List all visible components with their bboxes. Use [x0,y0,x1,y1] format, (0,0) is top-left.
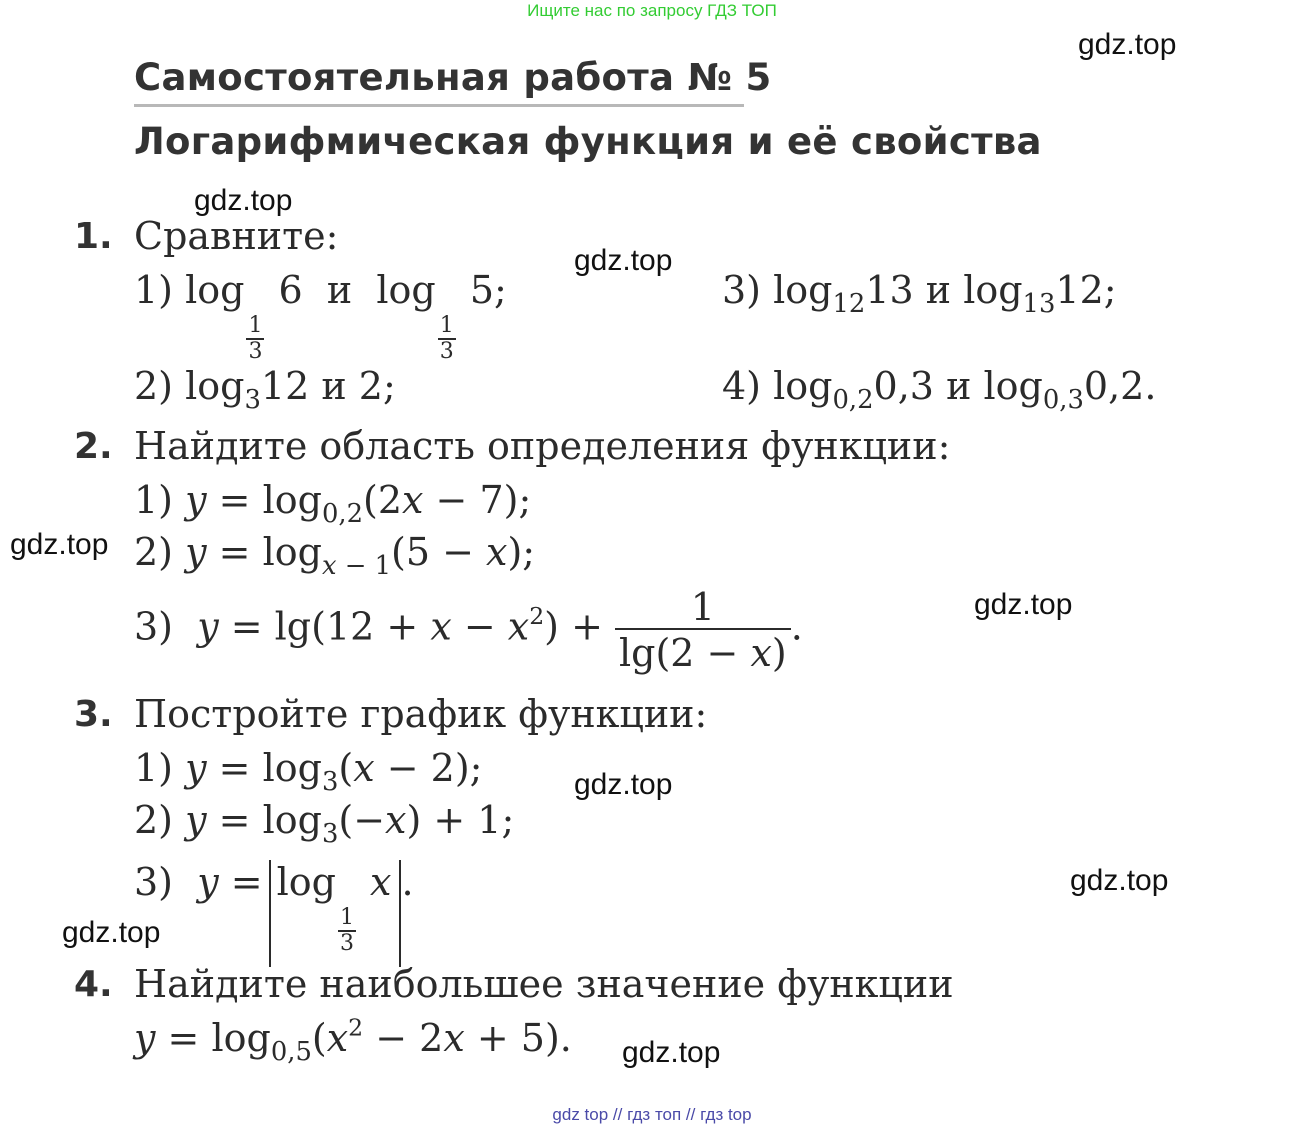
task-2-item-3: 3) $y = \lg(12 + x - x^2)$ + $\frac{1}{\lg(2 - x)}$ . [134,585,803,675]
top-banner[interactable]: Ищите нас по запросу ГДЗ ТОП [527,1,777,20]
task-1-item-1: 1) log $\frac{1}{3}$ 6 и log $\frac{1}{3}$ 5; [134,268,507,364]
task-number: 3. [74,694,113,735]
bottom-banner[interactable]: gdz top // гдз топ // гдз top [552,1105,752,1124]
watermark: gdz.top [574,768,673,801]
task-prompt: Найдите наибольшее значение функции [134,962,954,1006]
watermark: gdz.top [62,916,161,949]
task-1-item-2: 2) $\log_312$ и 2; [134,364,396,416]
task-3-item-2: 2) $y = \log_3(-x) + 1$; [134,798,515,850]
task-3-item-3: 3) y = log $\frac{1}{3}$ x . [134,860,414,967]
task-1-item-3: 3) $\log_{12}13$ и $\log_{13}12$; [722,268,1117,320]
watermark: gdz.top [622,1036,721,1069]
task-prompt: Найдите область определения функции: [134,424,951,468]
watermark: gdz.top [1078,28,1177,61]
watermark: gdz.top [1070,864,1169,897]
page-title: Самостоятельная работа № 5 [134,56,772,99]
watermark: gdz.top [194,184,293,217]
title-underline [134,104,744,107]
watermark: gdz.top [574,244,673,277]
task-number: 2. [74,426,113,467]
page-subtitle: Логарифмическая функция и её свойства [134,120,1042,163]
watermark: gdz.top [974,588,1073,621]
task-number: 1. [74,216,113,257]
task-4-formula: $y = \log_{0,5}(x^2 - 2x + 5)$. [134,1013,572,1068]
task-2-item-1: 1) $y = \log_{0,2}(2x - 7)$; [134,478,532,530]
task-number: 4. [74,964,113,1005]
task-2-item-2: 2) $y = \log_{x - 1}(5 - x)$; [134,530,536,582]
task-prompt: Постройте график функции: [134,692,708,736]
task-1-item-4: 4) $\log_{0,2}0,3$ и $\log_{0,3}0,2$. [722,364,1157,416]
watermark: gdz.top [10,528,109,561]
task-prompt: Сравните: [134,214,339,258]
task-3-item-1: 1) $y = \log_3(x - 2)$; [134,746,483,798]
